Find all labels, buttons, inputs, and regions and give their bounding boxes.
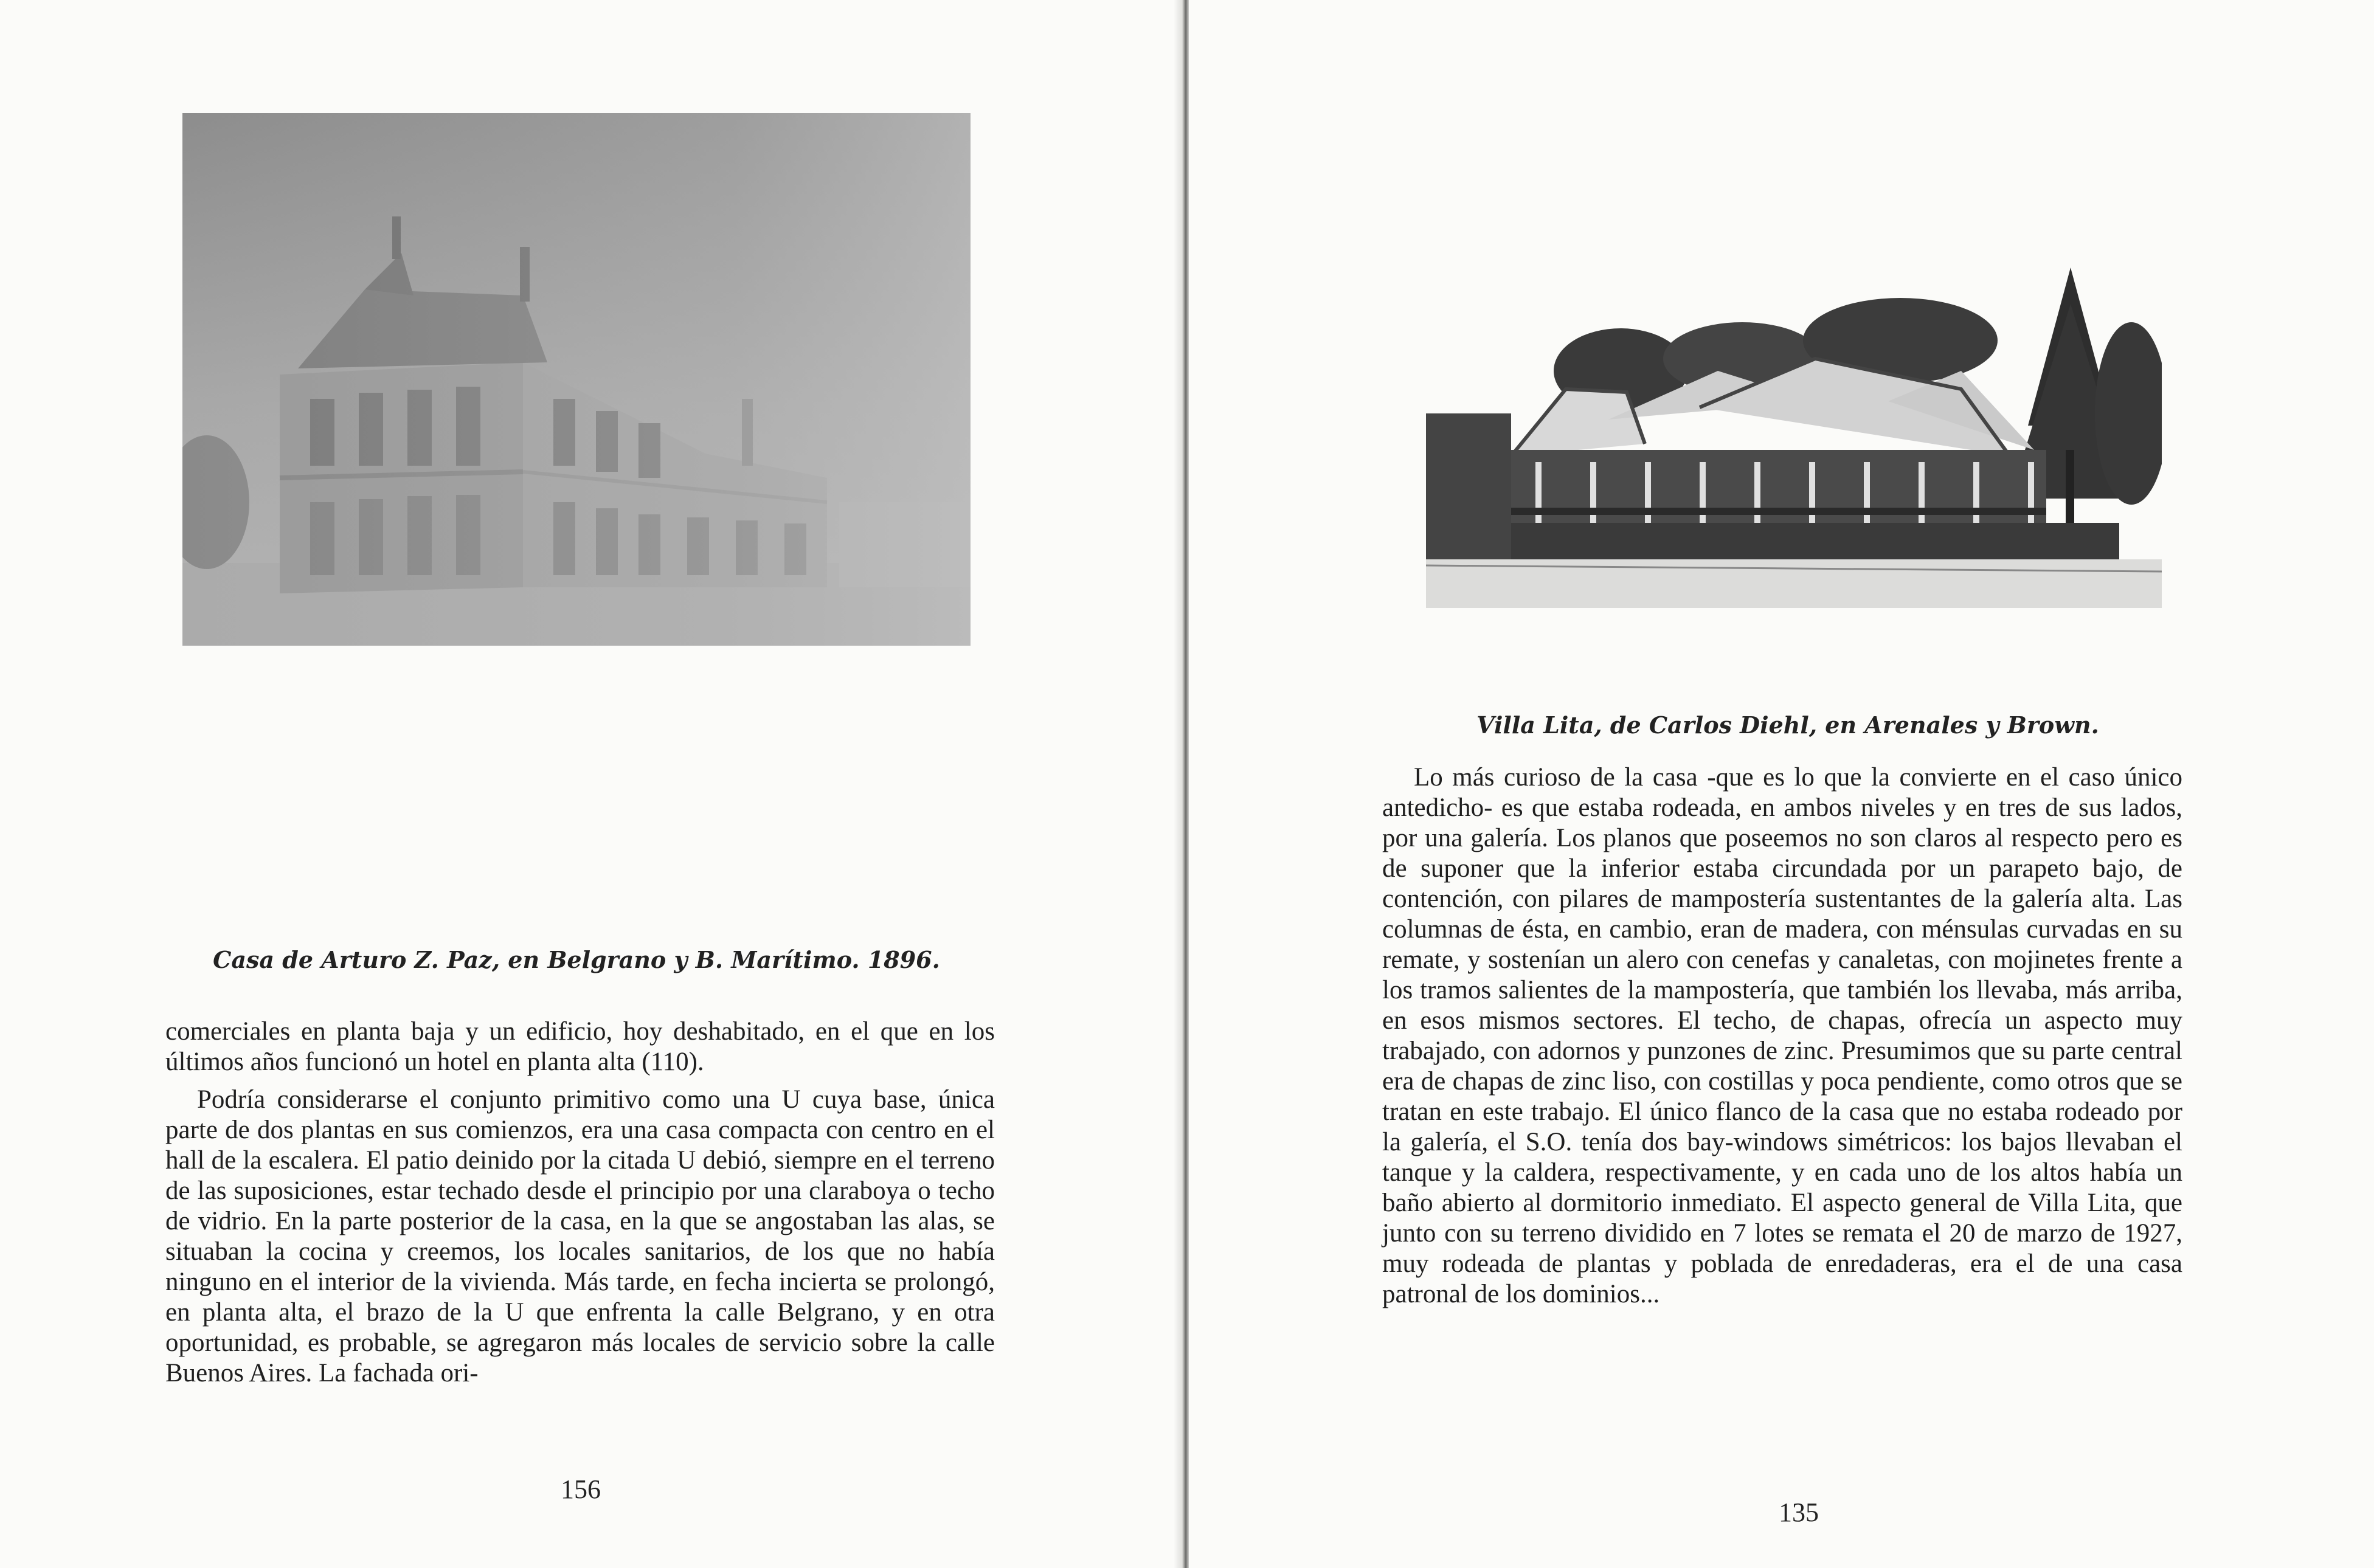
photo-villa-lita [1426,268,2162,608]
photo-casa-paz [182,113,971,646]
left-page-text [165,1017,995,1396]
paragraph: comerciales en planta baja y un edificio, hoy deshabitado, en el que en los últimos años funcionó un hotel en planta alta (110). [165,1017,995,1076]
left-page [0,0,1186,1568]
right-page-text [1382,762,2182,1317]
page-number-right: 135 [1779,1497,1819,1527]
right-page [1189,0,2374,1568]
paragraph: Podría considerarse el conjunto primitivo como una U cuya base, única parte de dos plantas en sus comienzos, era una casa compacta con centro en el hall de la escalera. El patio deinido por la citada U debió, siempre en el terreno de las suposiciones, estar techado desde el principio por una claraboya o techo de vidrio. En la parte posterior de la casa, en la que se angostaban las alas, se situaban la cocina y creemos, los locales sanitarios, de los que no había ninguno en el interior de la vivienda. Más tarde, en fecha incierta se prolongó, en planta alta, el brazo de la U que enfrenta la calle Belgrano, y en otra oportunidad, es probable, se agregaron más locales de servicio sobre la calle Buenos Aires. La fachada ori- [165,1085,995,1387]
page-number-left: 156 [561,1474,601,1504]
photo-caption-left: Casa de Arturo Z. Paz, en Belgrano y B. Marítimo. 1896. [213,946,940,973]
photo-caption-right: Villa Lita, de Carlos Diehl, en Arenales y Brown. [1476,711,2099,739]
paragraph: Lo más curioso de la casa -que es lo que la convierte en el caso único antedicho- es que estaba rodeada, en ambos niveles y en tres de sus lados, por una galería. Los planos que poseemos no son claros al respecto pero es de suponer que la inferior estaba circundada por un parapeto bajo, de contención, con pilares de mampostería sustentantes de la galería alta. Las columnas de ésta, en cambio, eran de madera, con ménsulas curvadas en su remate, y sostenían un alero con cenefas y canaletas, con mojinetes frente a los tramos salientes de la mampostería, que también los llevaba, más arriba, en esos mismos sectores. El techo, de chapas, ofrecía un aspecto muy trabajado, con adornos y punzones de zinc. Presumimos que su parte central era de chapas de zinc liso, con costillas y poca pendiente, como otros que se tratan en este trabajo. El único flanco de la casa que no estaba rodeado por la galería, el S.O. tenía dos bay-windows simétricos: los bajos llevaban el tanque y la caldera, respectivamente, y en cada uno de los altos había un baño abierto al dormitorio inmediato. El aspecto general de Villa Lita, que junto con su terreno dividido en 7 lotes se remata el 20 de marzo de 1927, muy rodeada de plantas y poblada de enredaderas, era el de una casa patronal de los dominios... [1382,763,2182,1308]
